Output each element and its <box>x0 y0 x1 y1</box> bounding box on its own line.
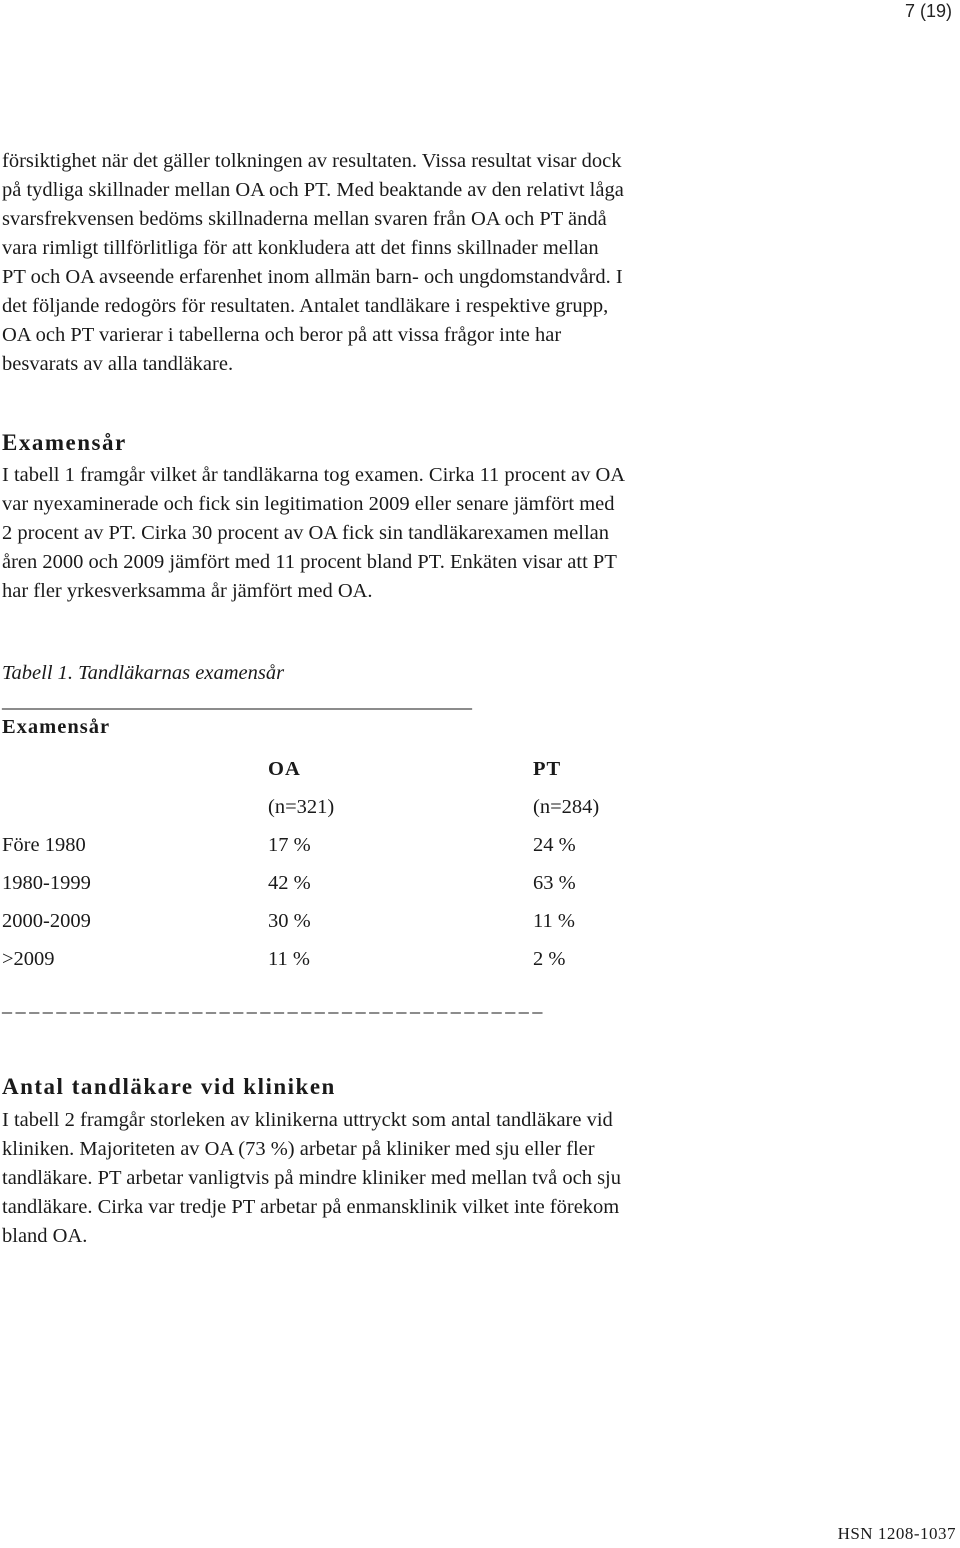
text-line: 2 procent av PT. Cirka 30 procent av OA fick sin tandläkarexamen mellan <box>2 522 610 544</box>
column-subheader-pt: (n=284) <box>533 796 600 818</box>
text-line: var nyexaminerade och fick sin legitimation 2009 eller senare jämfört med <box>2 493 615 515</box>
text-line: försiktighet när det gäller tolkningen av resultaten. Vissa resultat visar dock <box>2 150 622 172</box>
cell-pt: 2 % <box>533 948 566 970</box>
section-heading-antal: Antal tandläkare vid kliniken <box>2 1074 336 1099</box>
text-line: bland OA. <box>2 1225 88 1247</box>
cell-oa: 17 % <box>268 834 311 856</box>
row-label: >2009 <box>2 948 55 970</box>
cell-oa: 11 % <box>268 948 310 970</box>
footer-issn: HSN 1208-1037 <box>837 1524 956 1543</box>
text-line: I tabell 2 framgår storleken av klinikerna uttryckt som antal tandläkare vid <box>2 1109 613 1131</box>
section-heading-examensar: Examensår <box>2 430 127 455</box>
text-line: det följande redogörs för resultaten. Antalet tandläkare i respektive grupp, <box>2 295 609 317</box>
row-label: 1980-1999 <box>2 872 91 894</box>
text-line: tandläkare. PT arbetar vanligtvis på mindre kliniker med mellan två och sju <box>2 1167 621 1189</box>
table-rule-bottom: ________________________________________ <box>2 994 546 1016</box>
text-line: vara rimligt tillförlitliga för att konkludera att det finns skillnader mellan <box>2 237 599 259</box>
examensar-paragraph <box>2 461 952 606</box>
cell-pt: 24 % <box>533 834 576 856</box>
text-line: har fler yrkesverksamma år jämfört med OA. <box>2 580 373 602</box>
text-line: kliniken. Majoriteten av OA (73 %) arbetar på kliniker med sju eller fler <box>2 1138 595 1160</box>
intro-paragraph <box>2 147 952 379</box>
column-subheader-oa: (n=321) <box>268 796 335 818</box>
table-rule-top: _______________________________________________ <box>2 690 472 712</box>
row-label: Före 1980 <box>2 834 86 856</box>
table-caption: Tabell 1. Tandläkarnas examensår <box>2 662 285 684</box>
antal-paragraph <box>2 1106 952 1251</box>
text-line: OA och PT varierar i tabellerna och beror på att vissa frågor inte har <box>2 324 562 346</box>
table-title: Examensår <box>2 716 111 738</box>
text-line: besvarats av alla tandläkare. <box>2 353 234 375</box>
text-line: tandläkare. Cirka var tredje PT arbetar på enmansklinik vilket inte förekom <box>2 1196 620 1218</box>
column-header-pt: PT <box>533 758 562 780</box>
cell-pt: 63 % <box>533 872 576 894</box>
text-line: I tabell 1 framgår vilket år tandläkarna tog examen. Cirka 11 procent av OA <box>2 464 626 486</box>
text-line: PT och OA avseende erfarenhet inom allmän barn- och ungdomstandvård. I <box>2 266 623 288</box>
page-number: 7 (19) <box>904 1 952 21</box>
text-line: åren 2000 och 2009 jämfört med 11 procent bland PT. Enkäten visar att PT <box>2 551 617 573</box>
cell-oa: 30 % <box>268 910 311 932</box>
cell-pt: 11 % <box>533 910 575 932</box>
row-label: 2000-2009 <box>2 910 91 932</box>
text-line: svarsfrekvensen bedöms skillnaderna mellan svaren från OA och PT ändå <box>2 208 607 230</box>
text-line: på tydliga skillnader mellan OA och PT. Med beaktande av den relativt låga <box>2 179 624 201</box>
column-header-oa: OA <box>268 758 301 780</box>
cell-oa: 42 % <box>268 872 311 894</box>
